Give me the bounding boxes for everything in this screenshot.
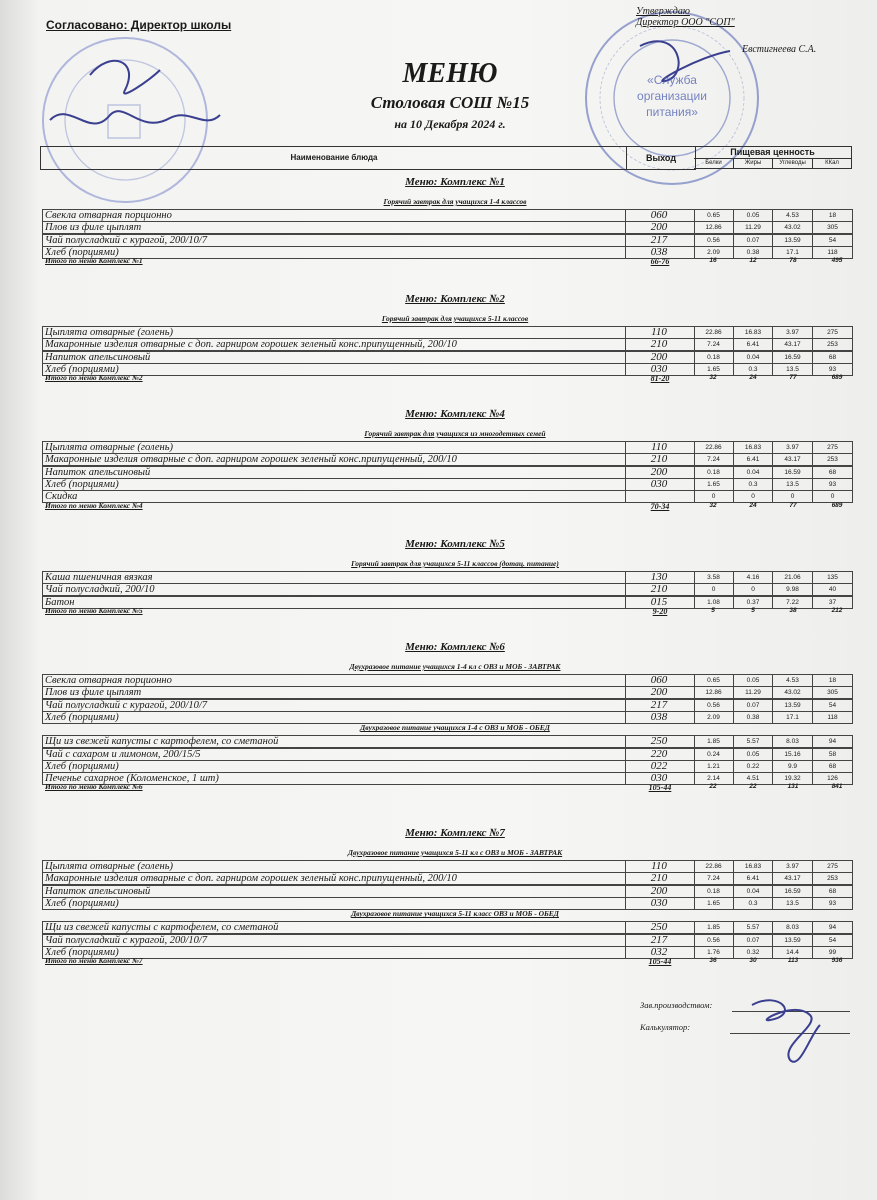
dish-output: 210 <box>624 453 695 466</box>
total-label: Итого по меню Комплекс №5 <box>45 605 143 615</box>
dish-output: 217 <box>624 699 695 712</box>
nutrition-k-cell: 99 <box>813 946 853 959</box>
section-subtitle: Двухразовое питание учащихся 1-4 кл с ОВЗ и МОБ - ЗАВТРАК <box>349 662 561 671</box>
dish-output: 030 <box>624 478 695 491</box>
dish-name: Печенье сахарное (Коломенское, 1 шт) <box>42 772 626 785</box>
dish-name: Плов из филе цыплят <box>42 686 626 699</box>
nutrition-k-cell: 305 <box>813 221 853 234</box>
nutrition-j-cell: 0.05 <box>734 209 773 222</box>
stamp-line-1: «Служба <box>647 73 697 87</box>
nutrition-k-cell: 275 <box>813 326 853 339</box>
nutrition-b-cell: 0 <box>694 583 734 596</box>
total-b: 16 <box>709 257 717 265</box>
nutrition-u-cell: 43.17 <box>773 338 813 351</box>
dish-output: 032 <box>624 946 695 959</box>
stamp-line-2: организации <box>637 89 707 103</box>
menu-date: на 10 Декабря 2024 г. <box>394 117 506 131</box>
approval-left: Согласовано: Директор школы <box>46 18 232 32</box>
nutrition-j-cell: 0.3 <box>734 897 773 910</box>
nutrition-k-cell: 253 <box>813 872 853 885</box>
nutrition-b-cell: 0 <box>694 490 734 503</box>
nutrition-u-cell: 17.1 <box>773 711 813 724</box>
nutrition-j-cell: 0.32 <box>734 946 773 959</box>
nutrition-u-cell: 21.06 <box>773 571 813 584</box>
total-output: 9-20 <box>652 606 668 616</box>
nutrition-j-cell: 0.05 <box>734 674 773 687</box>
section-subtitle: Двухразовое питание учащихся 5-11 класс ОВЗ и МОБ - ОБЕД <box>351 909 559 919</box>
nutrition-k-cell: 275 <box>813 860 853 873</box>
nutrition-k-cell: 68 <box>813 466 853 479</box>
nutrition-j-cell: 0.22 <box>734 760 773 773</box>
nutrition-u-cell: 13.5 <box>773 363 813 376</box>
dish-name: Скидка <box>42 490 626 503</box>
total-j: 24 <box>749 501 757 509</box>
total-b: 32 <box>709 501 717 509</box>
signature-scribble <box>740 985 830 1075</box>
nutrition-j-cell: 0.07 <box>734 234 773 247</box>
dish-name: Хлеб (порциями) <box>42 897 626 910</box>
nutrition-k-cell: 37 <box>813 596 853 609</box>
dish-output: 210 <box>624 338 695 351</box>
dish-output: 217 <box>624 234 695 247</box>
nutrition-b-cell: 0.56 <box>694 234 734 247</box>
page-subtitle: Столовая СОШ №15 <box>370 93 530 112</box>
complex-title: Меню: Комплекс №5 <box>405 538 505 550</box>
nutrition-j-cell: 16.83 <box>734 860 773 873</box>
nutrition-u-cell: 16.59 <box>773 351 813 364</box>
nutrition-j-cell: 0.3 <box>734 363 773 376</box>
nutrition-j-cell: 16.83 <box>734 441 773 454</box>
nutrition-b-cell: 0.18 <box>694 466 734 479</box>
approval-right <box>636 6 735 28</box>
complex-title: Меню: Комплекс №2 <box>405 293 505 305</box>
dish-name: Свекла отварная порционно <box>42 209 626 222</box>
dish-output: 210 <box>624 583 695 596</box>
nutrition-b-cell: 1.85 <box>694 921 734 934</box>
nutrition-b-cell: 22.86 <box>694 860 734 873</box>
total-b: 22 <box>709 783 717 791</box>
nutrition-b-cell: 0.18 <box>694 885 734 898</box>
nutrition-j-cell: 4.16 <box>734 571 773 584</box>
total-k: 212 <box>831 606 843 614</box>
total-k: 495 <box>831 257 843 265</box>
dish-output: 130 <box>624 571 695 584</box>
table-header <box>40 146 850 170</box>
total-label: Итого по меню Комплекс №4 <box>45 500 143 510</box>
dish-name: Хлеб (порциями) <box>42 760 626 773</box>
nutrition-k-cell: 40 <box>813 583 853 596</box>
total-u: 78 <box>789 257 797 265</box>
nutrition-u-cell: 8.03 <box>773 921 813 934</box>
dish-output: 110 <box>624 860 695 873</box>
dish-name: Макаронные изделия отварные с доп. гарниром горошек зеленый конс.припущенный, 200/10 <box>42 338 626 351</box>
dish-name: Щи из свежей капусты с картофелем, со сметаной <box>42 921 626 934</box>
nutrition-u-cell: 43.17 <box>773 453 813 466</box>
nutrition-b-cell: 0.56 <box>694 699 734 712</box>
nutrition-j-cell: 0.07 <box>734 934 773 947</box>
nutrition-j-cell: 0 <box>734 583 773 596</box>
total-b: 32 <box>709 374 717 382</box>
nutrition-j-cell: 0.37 <box>734 596 773 609</box>
approval-right-line2: Директор ООО "СОП" <box>636 17 735 28</box>
section-subtitle: Горячий завтрак для учащихся 5-11 классов (дотац. питание) <box>351 559 559 568</box>
total-label: Итого по меню Комплекс №6 <box>45 782 143 792</box>
nutrition-u-cell: 13.59 <box>773 934 813 947</box>
nutrition-k-cell: 275 <box>813 441 853 454</box>
nutrition-j-cell: 5.57 <box>734 921 773 934</box>
nutrition-b-cell: 2.14 <box>694 772 734 785</box>
nutrition-j-cell: 0.05 <box>734 748 773 761</box>
nutrition-b-cell: 7.24 <box>694 453 734 466</box>
nutrition-u-cell: 14.4 <box>773 946 813 959</box>
section-subtitle: Двухразовое питание учащихся 5-11 кл с ОВЗ и МОБ - ЗАВТРАК <box>347 848 563 857</box>
nutrition-u-cell: 13.5 <box>773 478 813 491</box>
nutrition-j-cell: 6.41 <box>734 872 773 885</box>
total-j: 22 <box>749 783 757 791</box>
nutrition-k-cell: 0 <box>813 490 853 503</box>
nutrition-u-cell: 0 <box>773 490 813 503</box>
dish-output: 038 <box>624 246 695 259</box>
dish-output: 060 <box>624 674 695 687</box>
nutrition-b-cell: 22.86 <box>694 441 734 454</box>
nutrition-u-cell: 7.22 <box>773 596 813 609</box>
nutrition-u-cell: 13.59 <box>773 699 813 712</box>
total-u: 77 <box>789 501 797 509</box>
dish-output: 250 <box>624 735 695 748</box>
nutrition-u-cell: 43.02 <box>773 686 813 699</box>
total-label: Итого по меню Комплекс №2 <box>45 373 143 383</box>
nutrition-b-cell: 7.24 <box>694 872 734 885</box>
total-label: Итого по меню Комплекс №7 <box>45 956 143 966</box>
nutrition-k-cell: 54 <box>813 699 853 712</box>
dish-output: 015 <box>624 596 695 609</box>
nutrition-j-cell: 5.57 <box>734 735 773 748</box>
nutrition-j-cell: 0 <box>734 490 773 503</box>
dish-output: 030 <box>624 897 695 910</box>
nutrition-u-cell: 3.97 <box>773 441 813 454</box>
nutrition-k-cell: 18 <box>813 674 853 687</box>
approval-right-line1: Утверждаю <box>636 6 690 17</box>
nutrition-k-cell: 305 <box>813 686 853 699</box>
dish-output: 022 <box>624 760 695 773</box>
dish-output: 210 <box>624 872 695 885</box>
nutrition-b-cell: 0.65 <box>694 209 734 222</box>
total-k: 936 <box>831 957 843 965</box>
calculator-signature-label: Калькулятор: <box>640 1022 691 1032</box>
dish-output: 220 <box>624 748 695 761</box>
nutrition-b-cell: 2.09 <box>694 246 734 259</box>
nutrition-b-cell: 22.86 <box>694 326 734 339</box>
nutrition-b-cell: 12.86 <box>694 686 734 699</box>
dish-name: Хлеб (порциями) <box>42 946 626 959</box>
nutrition-k-cell: 94 <box>813 735 853 748</box>
nutrition-b-cell: 0.65 <box>694 674 734 687</box>
dish-name: Макаронные изделия отварные с доп. гарниром горошек зеленый конс.припущенный, 200/10 <box>42 872 626 885</box>
nutrition-k-cell: 58 <box>813 748 853 761</box>
nutrition-b-cell: 3.58 <box>694 571 734 584</box>
dish-name: Каша пшеничная вязкая <box>42 571 626 584</box>
nutrition-u-cell: 3.97 <box>773 326 813 339</box>
nutrition-u-cell: 16.59 <box>773 885 813 898</box>
stamp-line-3: питания» <box>646 105 698 119</box>
dish-name: Плов из филе цыплят <box>42 221 626 234</box>
nutrition-k-cell: 118 <box>813 246 853 259</box>
total-output: 105-44 <box>648 783 672 793</box>
nutrition-k-cell: 135 <box>813 571 853 584</box>
nutrition-k-cell: 253 <box>813 453 853 466</box>
nutrition-k-cell: 93 <box>813 363 853 376</box>
dish-output: 038 <box>624 711 695 724</box>
section-subtitle: Горячий завтрак для учащихся из многодетных семей <box>364 429 546 438</box>
nutrition-b-cell: 1.76 <box>694 946 734 959</box>
dish-output: 200 <box>624 466 695 479</box>
complex-title: Меню: Комплекс №6 <box>405 641 505 653</box>
nutrition-j-cell: 0.04 <box>734 466 773 479</box>
nutrition-k-cell: 68 <box>813 885 853 898</box>
nutrition-k-cell: 118 <box>813 711 853 724</box>
nutrition-k-cell: 253 <box>813 338 853 351</box>
dish-output: 030 <box>624 363 695 376</box>
nutrition-k-cell: 93 <box>813 478 853 491</box>
nutrition-k-cell: 54 <box>813 934 853 947</box>
nutrition-k-cell: 54 <box>813 234 853 247</box>
nutrition-k-cell: 18 <box>813 209 853 222</box>
section-subtitle: Горячий завтрак для учащихся 1-4 классов <box>383 197 527 206</box>
total-j: 5 <box>751 606 755 614</box>
total-k: 689 <box>831 374 843 382</box>
nutrition-b-cell: 1.21 <box>694 760 734 773</box>
nutrition-b-cell: 1.65 <box>694 363 734 376</box>
total-b: 36 <box>709 957 717 965</box>
dish-output: 200 <box>624 686 695 699</box>
dish-output: 200 <box>624 221 695 234</box>
dish-name: Чай с сахаром и лимоном, 200/15/5 <box>42 748 626 761</box>
dish-name: Напиток апельсиновый <box>42 885 626 898</box>
dish-output: 200 <box>624 351 695 364</box>
dish-name: Хлеб (порциями) <box>42 246 626 259</box>
nutrition-j-cell: 0.07 <box>734 699 773 712</box>
nutrition-u-cell: 19.32 <box>773 772 813 785</box>
nutrition-u-cell: 4.53 <box>773 674 813 687</box>
nutrition-j-cell: 0.04 <box>734 351 773 364</box>
nutrition-k-cell: 68 <box>813 351 853 364</box>
nutrition-u-cell: 13.59 <box>773 234 813 247</box>
total-u: 113 <box>787 957 799 965</box>
nutrition-j-cell: 6.41 <box>734 453 773 466</box>
total-u: 131 <box>787 783 799 791</box>
total-k: 689 <box>831 501 843 509</box>
total-output: 66-76 <box>650 257 670 267</box>
section-subtitle: Двухразовое питание учащихся 1-4 с ОВЗ и МОБ - ОБЕД <box>360 723 550 733</box>
page-title: МЕНЮ <box>402 58 498 89</box>
complex-title: Меню: Комплекс №1 <box>405 176 505 188</box>
total-k: 841 <box>831 783 843 791</box>
dish-name: Свекла отварная порционно <box>42 674 626 687</box>
dish-name: Чай полусладкий с курагой, 200/10/7 <box>42 934 626 947</box>
total-output: 81-20 <box>650 374 670 384</box>
nutrition-j-cell: 16.83 <box>734 326 773 339</box>
nutrition-b-cell: 7.24 <box>694 338 734 351</box>
dish-name: Цыплята отварные (голень) <box>42 860 626 873</box>
nutrition-k-cell: 68 <box>813 760 853 773</box>
dish-name: Макаронные изделия отварные с доп. гарниром горошек зеленый конс.припущенный, 200/10 <box>42 453 626 466</box>
nutrition-b-cell: 1.85 <box>694 735 734 748</box>
dish-name: Цыплята отварные (голень) <box>42 326 626 339</box>
dish-name: Чай полусладкий с курагой, 200/10/7 <box>42 699 626 712</box>
dish-output: 110 <box>624 326 695 339</box>
dish-output: 030 <box>624 772 695 785</box>
dish-name: Цыплята отварные (голень) <box>42 441 626 454</box>
total-b: 5 <box>711 606 715 614</box>
nutrition-b-cell: 12.86 <box>694 221 734 234</box>
column-carbs-header: Углеводы <box>773 158 813 169</box>
nutrition-u-cell: 43.02 <box>773 221 813 234</box>
total-j: 30 <box>749 957 757 965</box>
nutrition-j-cell: 11.29 <box>734 221 773 234</box>
complex-title: Меню: Комплекс №7 <box>405 827 505 839</box>
dish-name: Напиток апельсиновый <box>42 466 626 479</box>
nutrition-j-cell: 11.29 <box>734 686 773 699</box>
nutrition-b-cell: 1.08 <box>694 596 734 609</box>
section-subtitle: Горячий завтрак для учащихся 5-11 классов <box>381 314 529 323</box>
total-u: 38 <box>789 606 797 614</box>
total-j: 24 <box>749 374 757 382</box>
nutrition-k-cell: 126 <box>813 772 853 785</box>
nutrition-u-cell: 43.17 <box>773 872 813 885</box>
dish-name: Хлеб (порциями) <box>42 711 626 724</box>
nutrition-b-cell: 1.65 <box>694 478 734 491</box>
nutrition-u-cell: 4.53 <box>773 209 813 222</box>
production-signature-label: Зав.производством: <box>640 1000 713 1010</box>
nutrition-j-cell: 4.51 <box>734 772 773 785</box>
dish-name: Хлеб (порциями) <box>42 363 626 376</box>
nutrition-u-cell: 8.03 <box>773 735 813 748</box>
nutrition-k-cell: 93 <box>813 897 853 910</box>
nutrition-u-cell: 13.5 <box>773 897 813 910</box>
dish-name: Чай полусладкий, 200/10 <box>42 583 626 596</box>
dish-name: Напиток апельсиновый <box>42 351 626 364</box>
approval-right-name: Евстигнеева С.А. <box>742 44 817 55</box>
nutrition-j-cell: 0.38 <box>734 246 773 259</box>
nutrition-u-cell: 3.97 <box>773 860 813 873</box>
complex-title: Меню: Комплекс №4 <box>405 408 505 420</box>
signatures <box>640 1000 712 1044</box>
total-output: 70-34 <box>650 501 670 511</box>
nutrition-b-cell: 0.18 <box>694 351 734 364</box>
column-output-header: Выход <box>626 146 696 170</box>
column-nutrition-header: Пищевая ценность <box>694 146 852 159</box>
nutrition-j-cell: 6.41 <box>734 338 773 351</box>
nutrition-j-cell: 0.3 <box>734 478 773 491</box>
total-u: 77 <box>789 374 797 382</box>
dish-output: 217 <box>624 934 695 947</box>
nutrition-j-cell: 0.38 <box>734 711 773 724</box>
nutrition-u-cell: 15.16 <box>773 748 813 761</box>
dish-output: 060 <box>624 209 695 222</box>
nutrition-u-cell: 9.98 <box>773 583 813 596</box>
nutrition-b-cell: 1.65 <box>694 897 734 910</box>
dish-output: 200 <box>624 885 695 898</box>
dish-name: Чай полусладкий с курагой, 200/10/7 <box>42 234 626 247</box>
total-j: 12 <box>749 257 757 265</box>
nutrition-b-cell: 2.09 <box>694 711 734 724</box>
dish-output: 110 <box>624 441 695 454</box>
nutrition-k-cell: 94 <box>813 921 853 934</box>
column-kcal-header: ККал <box>813 158 852 169</box>
total-output: 105-44 <box>648 957 672 967</box>
nutrition-b-cell: 0.56 <box>694 934 734 947</box>
column-name-header: Наименование блюда <box>40 146 627 170</box>
nutrition-j-cell: 0.04 <box>734 885 773 898</box>
nutrition-u-cell: 9.9 <box>773 760 813 773</box>
dish-name: Хлеб (порциями) <box>42 478 626 491</box>
dish-output: 250 <box>624 921 695 934</box>
column-fat-header: Жиры <box>734 158 773 169</box>
dish-name: Батон <box>42 596 626 609</box>
dish-name: Щи из свежей капусты с картофелем, со сметаной <box>42 735 626 748</box>
nutrition-u-cell: 16.59 <box>773 466 813 479</box>
column-protein-header: Белки <box>694 158 734 169</box>
total-label: Итого по меню Комплекс №1 <box>45 256 143 266</box>
nutrition-u-cell: 17.1 <box>773 246 813 259</box>
nutrition-b-cell: 0.24 <box>694 748 734 761</box>
